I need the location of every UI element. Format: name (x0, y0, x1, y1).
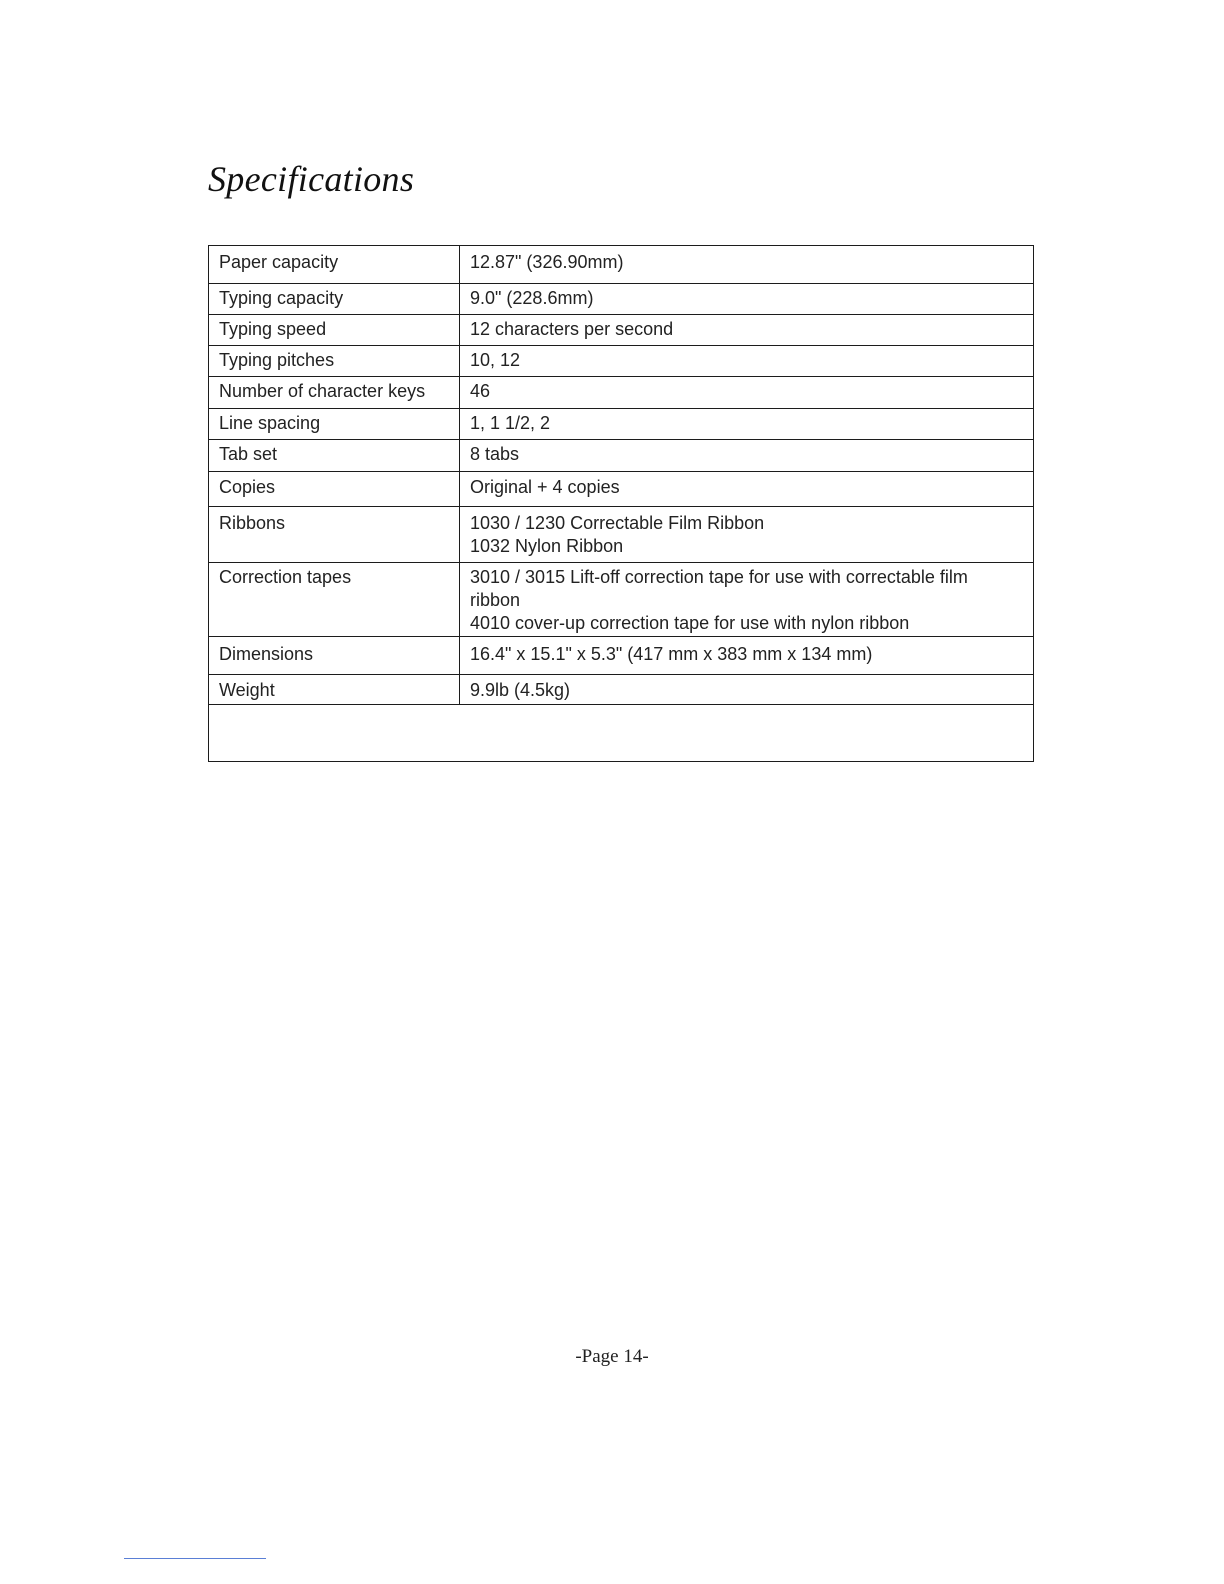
spec-value (460, 440, 1034, 472)
spec-label: Typing speed (209, 315, 460, 346)
page-title: Specifications (208, 159, 415, 199)
spec-row-typing-speed (209, 315, 1034, 346)
spec-row-typing-capacity (209, 284, 1034, 315)
spec-value-line: Original + 4 copies (470, 477, 620, 497)
spec-value (460, 472, 1034, 507)
spec-value (460, 246, 1034, 284)
spec-label: Copies (209, 472, 460, 507)
spec-row-weight (209, 675, 1034, 705)
spec-row-typing-pitches (209, 346, 1034, 377)
spec-value-line: 1032 Nylon Ribbon (470, 536, 624, 556)
spec-label: Ribbons (209, 507, 460, 563)
spec-label: Number of character keys (209, 377, 460, 409)
page-number: -Page 14- (575, 1346, 649, 1367)
empty-cell (209, 705, 1034, 762)
footer-rule (124, 1558, 266, 1559)
spec-value (460, 563, 1034, 637)
spec-label: Line spacing (209, 409, 460, 440)
spec-label: Weight (209, 675, 460, 705)
spec-value-line: 8 tabs (470, 444, 520, 464)
spec-label: Paper capacity (209, 246, 460, 284)
spec-value-line: 4010 cover-up correction tape for use with nylon ribbon (470, 613, 910, 633)
spec-value-line: 10, 12 (470, 350, 521, 370)
spec-row-tab-set (209, 440, 1034, 472)
spec-value (460, 409, 1034, 440)
spec-value-line: 9.9lb (4.5kg) (470, 680, 571, 700)
spec-value (460, 284, 1034, 315)
specifications-table (208, 245, 1034, 762)
spec-label: Correction tapes (209, 563, 460, 637)
spec-row-paper-capacity (209, 246, 1034, 284)
spec-value-line: 16.4" x 15.1" x 5.3" (417 mm x 383 mm x 134 mm) (470, 644, 873, 664)
spec-row-copies (209, 472, 1034, 507)
spec-row-character-keys (209, 377, 1034, 409)
spec-value (460, 675, 1034, 705)
spec-row-empty (209, 705, 1034, 762)
spec-row-dimensions (209, 637, 1034, 675)
spec-value (460, 377, 1034, 409)
spec-value-line: 46 (470, 381, 491, 401)
spec-value (460, 637, 1034, 675)
spec-value (460, 346, 1034, 377)
spec-value-line: 12.87" (326.90mm) (470, 252, 624, 272)
spec-value-line: 1, 1 1/2, 2 (470, 413, 551, 433)
spec-label: Dimensions (209, 637, 460, 675)
spec-label: Typing capacity (209, 284, 460, 315)
spec-value-line: 1030 / 1230 Correctable Film Ribbon (470, 513, 765, 533)
spec-value-line: ribbon (470, 590, 521, 610)
spec-value-line: 9.0" (228.6mm) (470, 288, 594, 308)
spec-value (460, 315, 1034, 346)
spec-label: Typing pitches (209, 346, 460, 377)
spec-row-correction-tapes (209, 563, 1034, 637)
spec-row-line-spacing (209, 409, 1034, 440)
spec-value (460, 507, 1034, 563)
spec-label: Tab set (209, 440, 460, 472)
spec-row-ribbons (209, 507, 1034, 563)
spec-value-line: 3010 / 3015 Lift-off correction tape for use with correctable film (470, 567, 968, 587)
spec-value-line: 12 characters per second (470, 319, 674, 339)
